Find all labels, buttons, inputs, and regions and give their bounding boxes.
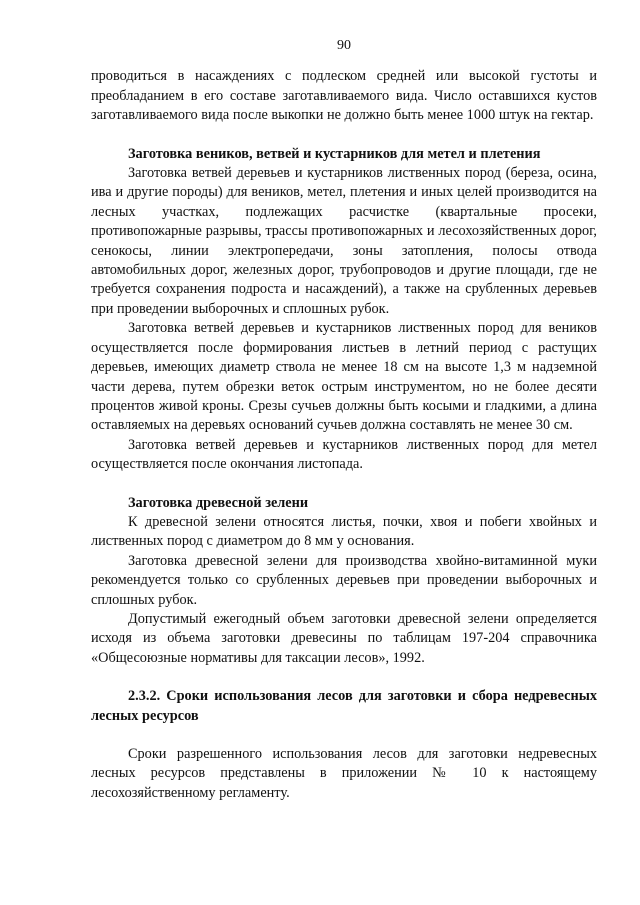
body-paragraph: Заготовка древесной зелени для производства хвойно-витаминной муки рекомендуется только со срубленных деревьев при проведении выборочных и сплошных рубок.: [91, 552, 597, 608]
body-paragraph: Сроки разрешенного использования лесов для заготовки недревесных лесных ресурсов представлены в приложении № 10 к настоящему лесохозяйственному регламенту.: [91, 746, 597, 801]
body-paragraph: Заготовка ветвей деревьев и кустарников лиственных пород (береза, осина, ива и другие породы) для веников, метел, плетения и иных целей производится на лесных участках, подлежащих расчистке (квартальные просеки, противопожарные разрывы, трассы противопожарных и лесохозяйственных дорог, сенокосы, линии электропередачи, зоны затопления, полосы отвода автомобильных дорог, железных дорог, трубопроводов и другие площади, где не требуется сохранения подроста и насаждений), а также на срубленных деревьев при проведении выборочных и сплошных рубок.: [91, 165, 597, 317]
body-paragraph: Заготовка ветвей деревьев и кустарников лиственных пород для метел осуществляется после окончания листопада.: [91, 436, 597, 473]
section-heading-greenery: Заготовка древесной зелени: [128, 494, 309, 511]
intro-paragraph: проводиться в насаждениях с подлеском средней или высокой густоты и преобладанием в его составе заготавливаемого вида. Число оставшихся кустов заготавливаемого вида после выкопки не должно быть менее 1000 штук на гектар.: [91, 68, 597, 124]
section-heading-brooms: Заготовка веников, ветвей и кустарников для метел и плетения: [128, 145, 541, 162]
body-paragraph: К древесной зелени относятся листья, почки, хвоя и побеги хвойных и лиственных пород с диаметром до 8 мм у основания.: [91, 513, 597, 550]
page-number: 90: [337, 38, 351, 53]
body-paragraph: Допустимый ежегодный объем заготовки древесной зелени определяется исходя из объема заготовки древесины по таблицам 197-204 справочника «Общесоюзные нормативы для таксации лесов», 1992.: [91, 610, 597, 666]
body-paragraph: Заготовка ветвей деревьев и кустарников лиственных пород для веников осуществляется после формирования листьев в летний период с растущих деревьев, имеющих диаметр ствола не менее 18 см на высоте 1,3 м надземной части дерева, путем обрезки веток острым инструментом, но не более десяти процентов живой кроны. Срезы сучьев должны быть косыми и гладкими, а длина оставляемых на деревьях оснований сучьев должна составлять не менее 30 см.: [91, 320, 597, 434]
section-heading-terms: 2.3.2. Сроки использования лесов для заготовки и сбора недревесных лесных ресурсов: [91, 688, 597, 724]
document-page: [91, 36, 597, 803]
